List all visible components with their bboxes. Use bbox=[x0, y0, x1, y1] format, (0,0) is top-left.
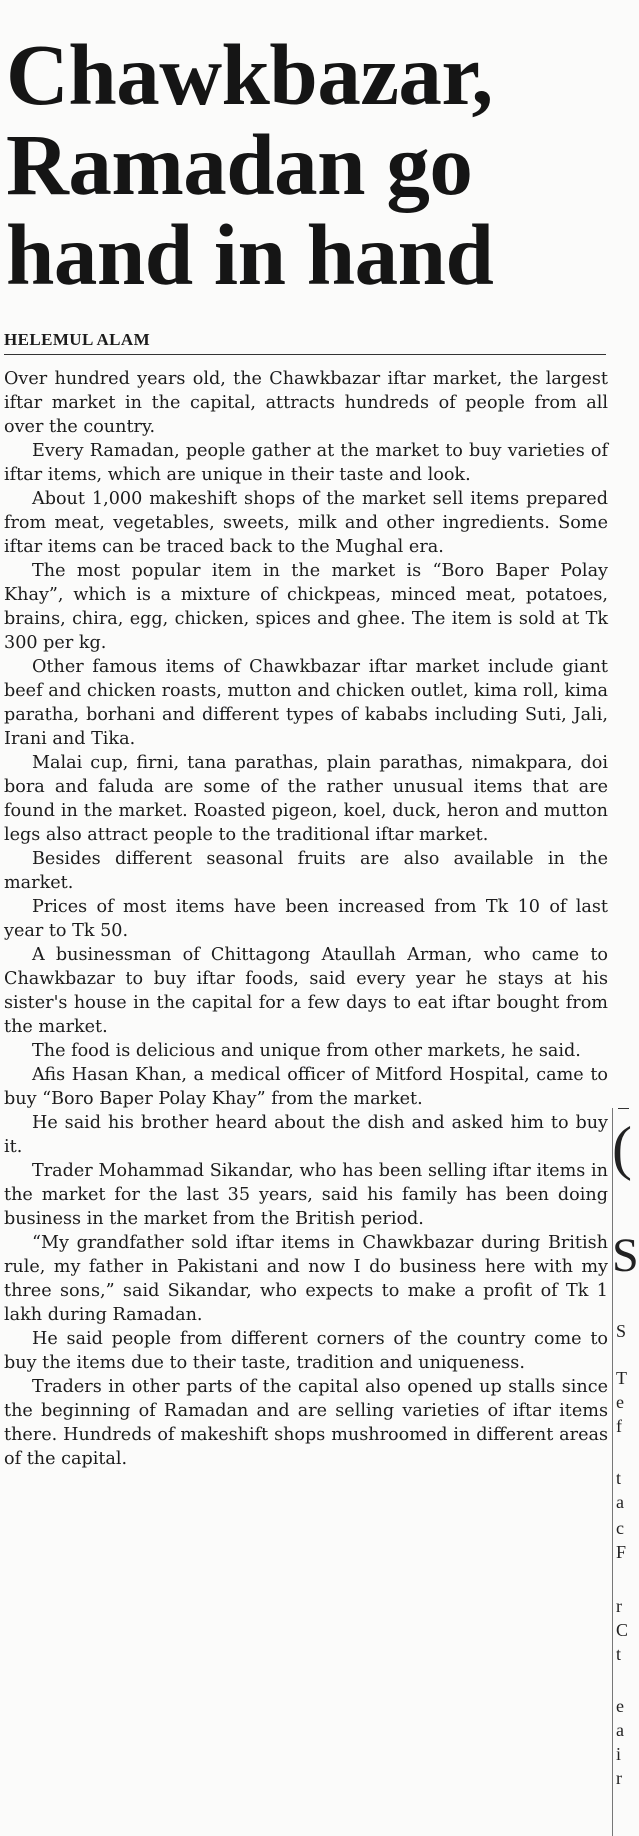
paragraph: Prices of most items have been increased from Tk 10 of last year to Tk 50. bbox=[4, 897, 608, 941]
paragraph: Other famous items of Chawkbazar iftar market include giant beef and chicken roasts, mutton and chicken outlet, kima roll, kima paratha, borhani and different types of kababs including Suti, Jali, Irani and Tika. bbox=[4, 657, 608, 749]
cut-off-letter: i bbox=[616, 1744, 622, 1764]
headline-line: Chawkbazar, bbox=[6, 26, 493, 123]
paragraph: Every Ramadan, people gather at the market to buy varieties of iftar items, which are unique in their taste and look. bbox=[4, 441, 608, 485]
cut-off-letter: r bbox=[616, 1768, 622, 1788]
paragraph: The most popular item in the market is “Boro Baper Polay Khay”, which is a mixture of chickpeas, minced meat, potatoes, brains, chira, egg, chicken, spices and ghee. The item is sold at Tk 300 per kg. bbox=[4, 561, 608, 653]
cut-off-letter: t bbox=[616, 1644, 622, 1664]
article bbox=[4, 0, 608, 1471]
paragraph: The food is delicious and unique from other markets, he said. bbox=[32, 1041, 581, 1061]
headline-line: hand in hand bbox=[6, 206, 494, 303]
byline: HELEMUL ALAM bbox=[4, 330, 606, 355]
cut-off-letter: f bbox=[616, 1416, 622, 1436]
column-rule bbox=[612, 1108, 613, 1836]
cut-off-letter: ( bbox=[612, 1115, 632, 1181]
paragraph: A businessman of Chittagong Ataullah Arman, who came to Chawkbazar to buy iftar foods, said every year he stays at his sister's house in the capital for a few days to eat iftar bought from the market. bbox=[4, 945, 608, 1037]
column-tick bbox=[618, 1108, 629, 1109]
cut-off-letter: t bbox=[616, 1468, 622, 1488]
paragraph: Malai cup, firni, tana parathas, plain parathas, nimakpara, doi bora and faluda are some of the rather unusual items that are found in the market. Roasted pigeon, koel, duck, heron and mutton legs also attract people to the traditional iftar market. bbox=[4, 753, 608, 845]
cut-off-letter: a bbox=[616, 1720, 624, 1740]
paragraph: Traders in other parts of the capital also opened up stalls since the beginning of Ramadan and are selling varieties of iftar items there. Hundreds of makeshift shops mushroomed in different areas of the capital. bbox=[4, 1377, 608, 1469]
paragraph: He said his brother heard about the dish and asked him to buy it. bbox=[4, 1113, 608, 1157]
cut-off-letter: F bbox=[616, 1542, 627, 1562]
paragraph: Besides different seasonal fruits are also available in the market. bbox=[4, 849, 608, 893]
adjacent-column-edge bbox=[612, 1108, 639, 1836]
cut-off-letter: S bbox=[616, 1321, 627, 1341]
paragraph: About 1,000 makeshift shops of the market sell items prepared from meat, vegetables, sweets, milk and other ingredients. Some iftar items can be traced back to the Mughal era. bbox=[4, 489, 608, 557]
paragraph: He said people from different corners of the country come to buy the items due to their taste, tradition and uniqueness. bbox=[4, 1329, 608, 1373]
article-body bbox=[4, 367, 608, 1471]
cut-off-letter: c bbox=[616, 1518, 624, 1538]
cut-off-letter: a bbox=[616, 1492, 624, 1512]
headline bbox=[6, 26, 608, 303]
paragraph: Over hundred years old, the Chawkbazar iftar market, the largest iftar market in the capital, attracts hundreds of people from all over the country. bbox=[4, 369, 608, 437]
cut-off-letter: C bbox=[616, 1620, 629, 1640]
headline-line: Ramadan go bbox=[6, 116, 473, 213]
paragraph: Afis Hasan Khan, a medical officer of Mitford Hospital, came to buy “Boro Baper Polay Khay” from the market. bbox=[4, 1065, 608, 1109]
cut-off-letter: T bbox=[616, 1368, 627, 1388]
paragraph: Trader Mohammad Sikandar, who has been selling iftar items in the market for the last 35 years, said his family has been doing business in the market from the British period. bbox=[4, 1161, 608, 1229]
cut-off-letter: S bbox=[612, 1229, 639, 1282]
cut-off-letter: r bbox=[616, 1596, 622, 1616]
paragraph: “My grandfather sold iftar items in Chawkbazar during British rule, my father in Pakistani and now I do business here with my three sons,” said Sikandar, who expects to make a profit of Tk 1 lakh during Ramadan. bbox=[4, 1233, 608, 1325]
cut-off-letter: e bbox=[616, 1392, 624, 1412]
cut-off-letter: e bbox=[616, 1696, 624, 1716]
